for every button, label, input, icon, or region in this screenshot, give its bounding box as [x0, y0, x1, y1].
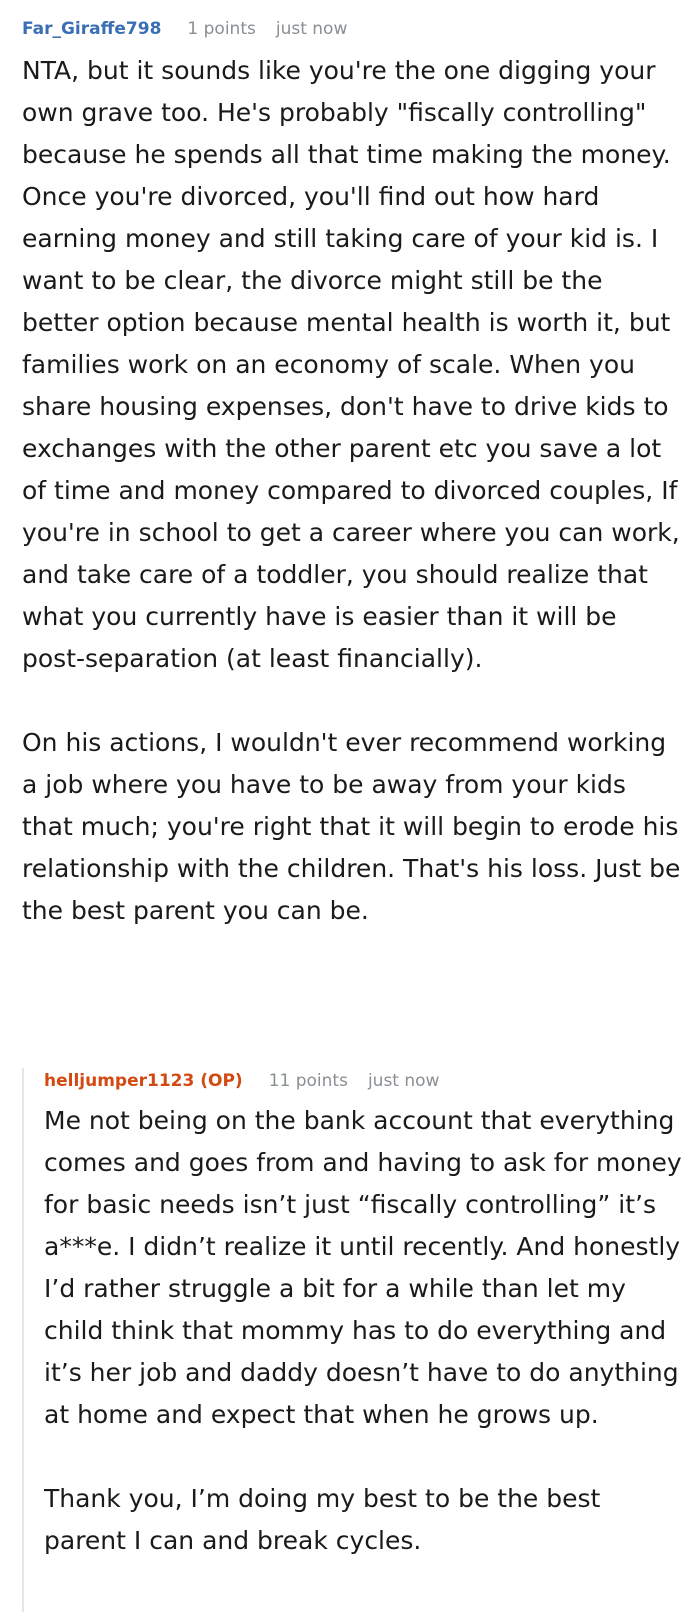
comment-body — [22, 50, 682, 932]
comment-paragraph: On his actions, I wouldn't ever recommend working a job where you have to be away from your kids that much; you're right that it will begin to erode his relationship with the children. That's his loss. Just be the best parent you can be. — [22, 728, 681, 925]
comment — [22, 16, 682, 932]
reply-author[interactable]: helljumper1123 (OP) — [44, 1071, 243, 1091]
reply-thread-line[interactable] — [22, 1068, 684, 1612]
reply-comment — [44, 1068, 684, 1562]
reply-paragraph: Thank you, I’m doing my best to be the best parent I can and break cycles. — [44, 1484, 601, 1555]
reply-body — [44, 1100, 684, 1562]
reply-paragraph: Me not being on the bank account that everything comes and goes from and having to ask for money for basic needs isn’t just “fiscally controlling” it’s a***e. I didn’t realize it until recently. And honestly I’d rather struggle a bit for a while than let my child think that mommy has to do everything and it’s her job and daddy doesn’t have to do anything at home and expect that when he grows up. — [44, 1106, 682, 1429]
comment-points: 1 points — [187, 19, 256, 39]
comment-author[interactable]: Far_Giraffe798 — [22, 19, 162, 39]
comment-timestamp: just now — [275, 19, 348, 39]
reply-meta — [44, 1068, 684, 1094]
reply-timestamp: just now — [367, 1071, 440, 1091]
comment-paragraph: NTA, but it sounds like you're the one digging your own grave too. He's probably "fiscally controlling" because he spends all that time making the money. Once you're divorced, you'll find out how hard earning money and still taking care of your kid is. I want to be clear, the divorce might still be the better option because mental health is worth it, but families work on an economy of scale. When you share housing expenses, don't have to drive kids to exchanges with the other parent etc you save a lot of time and money compared to divorced couples, If you're in school to get a career where you can work, and take care of a toddler, you should realize that what you currently have is easier than it will be post-separation (at least financially). — [22, 56, 680, 673]
comment-meta — [22, 16, 682, 42]
reply-points: 11 points — [268, 1071, 348, 1091]
